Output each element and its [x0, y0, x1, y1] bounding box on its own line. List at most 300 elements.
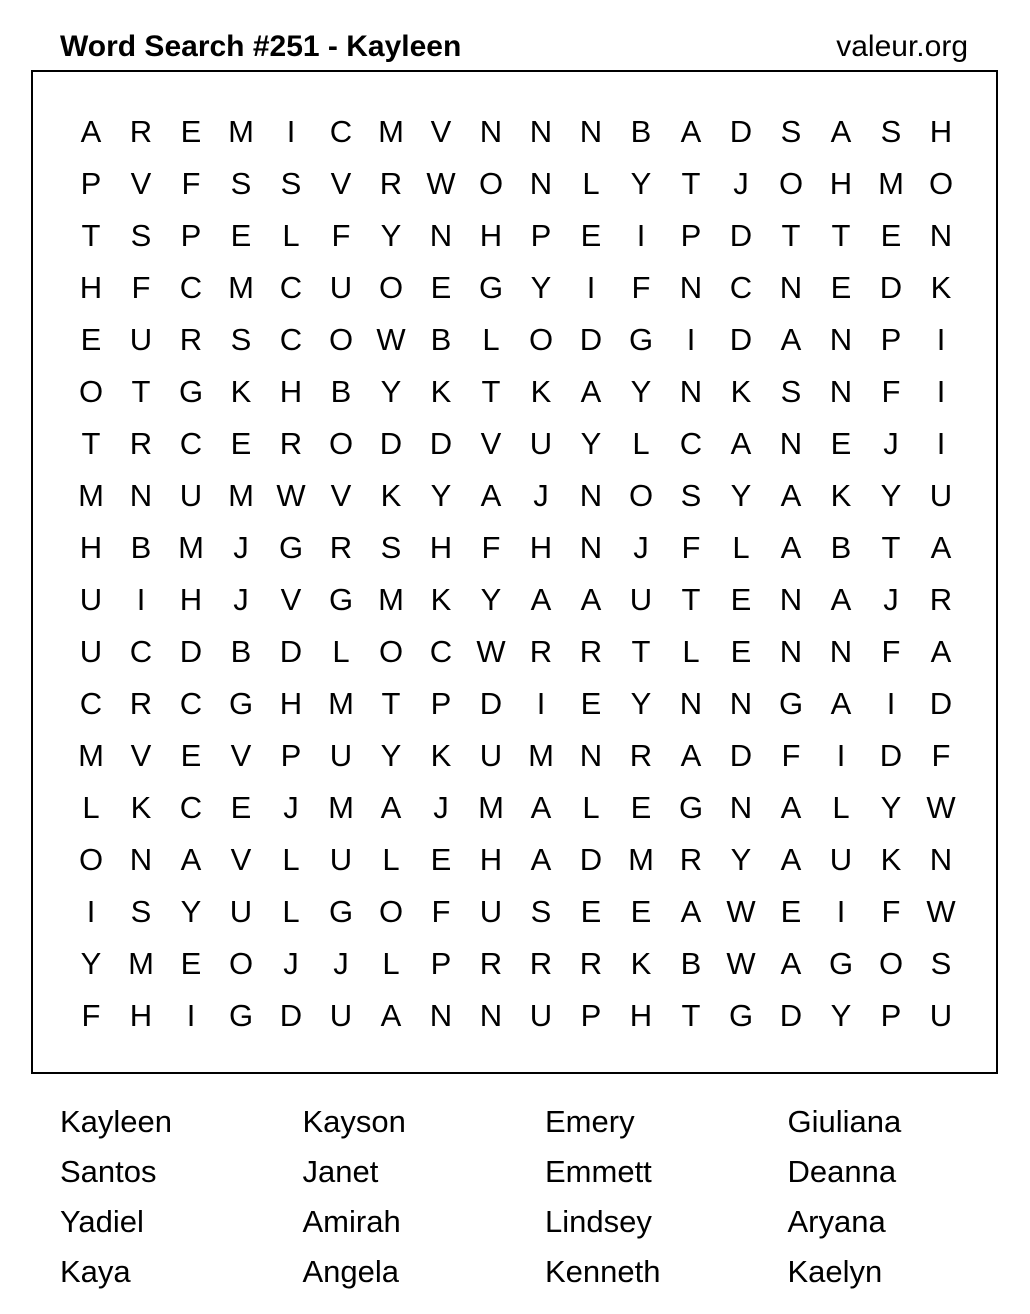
word-list-item: Kenneth — [545, 1254, 661, 1289]
grid-letter: L — [632, 426, 650, 461]
grid-letter: O — [878, 946, 904, 981]
grid-letter: N — [729, 686, 753, 721]
grid-letter: A — [680, 738, 702, 773]
grid-letter: M — [478, 790, 504, 825]
grid-letter: N — [779, 270, 803, 305]
grid-letter: D — [279, 998, 303, 1033]
grid-letter: R — [679, 842, 703, 877]
grid-letter: A — [80, 114, 102, 149]
grid-letter: K — [130, 790, 152, 825]
grid-letter: G — [328, 582, 354, 617]
grid-letter: O — [78, 842, 104, 877]
grid-letter: E — [230, 426, 252, 461]
grid-letter: L — [832, 790, 850, 825]
grid-letter: S — [930, 946, 952, 981]
grid-letter: I — [936, 322, 946, 357]
grid-letter: H — [279, 686, 303, 721]
grid-letter: V — [330, 478, 352, 513]
grid-letter: C — [129, 634, 153, 669]
grid-letter: M — [228, 478, 254, 513]
grid-letter: U — [329, 270, 353, 305]
grid-letter: L — [582, 166, 600, 201]
grid-letter: T — [681, 582, 701, 617]
grid-letter: W — [926, 790, 956, 825]
grid-letter: O — [78, 374, 104, 409]
grid-letter: U — [629, 582, 653, 617]
grid-letter: P — [880, 998, 902, 1033]
grid-letter: S — [280, 166, 302, 201]
grid-letter: E — [730, 634, 752, 669]
grid-letter: A — [780, 790, 802, 825]
grid-letter: J — [433, 790, 449, 825]
grid-letter: N — [429, 998, 453, 1033]
grid-letter: Y — [580, 426, 602, 461]
grid-letter: A — [580, 582, 602, 617]
word-list-item: Lindsey — [545, 1204, 652, 1239]
grid-letter: E — [430, 842, 452, 877]
grid-letter: E — [180, 738, 202, 773]
grid-letter: M — [78, 738, 104, 773]
grid-letter: V — [430, 114, 452, 149]
grid-letter: M — [528, 738, 554, 773]
grid-letter: K — [380, 478, 402, 513]
grid-letter: C — [679, 426, 703, 461]
grid-letter: K — [730, 374, 752, 409]
grid-letter: I — [936, 426, 946, 461]
word-list-item: Giuliana — [787, 1104, 902, 1139]
grid-letter: G — [178, 374, 204, 409]
grid-letter: S — [380, 530, 402, 565]
grid-letter: L — [682, 634, 700, 669]
grid-letter: C — [179, 686, 203, 721]
grid-letter: G — [678, 790, 704, 825]
grid-letter: A — [180, 842, 202, 877]
grid-letter: L — [382, 842, 400, 877]
grid-letter: N — [579, 478, 603, 513]
grid-letter: M — [628, 842, 654, 877]
grid-letter: O — [478, 166, 504, 201]
grid-letter: E — [630, 894, 652, 929]
grid-letter: O — [328, 322, 354, 357]
grid-letter: Y — [430, 478, 452, 513]
word-list-item: Deanna — [787, 1154, 897, 1189]
grid-letter: K — [430, 374, 452, 409]
grid-letter: P — [530, 218, 552, 253]
grid-letter: A — [730, 426, 752, 461]
grid-letter: H — [479, 842, 503, 877]
grid-letter: K — [430, 738, 452, 773]
grid-letter: L — [282, 842, 300, 877]
word-list-item: Santos — [60, 1154, 157, 1189]
grid-letter: H — [129, 998, 153, 1033]
grid-letter: E — [830, 426, 852, 461]
grid-letter: N — [679, 686, 703, 721]
grid-letter: B — [430, 322, 452, 357]
grid-letter: K — [880, 842, 902, 877]
grid-letter: V — [130, 738, 152, 773]
grid-letter: V — [280, 582, 302, 617]
grid-letter: Y — [180, 894, 202, 929]
grid-letter: E — [180, 114, 202, 149]
grid-letter: N — [729, 790, 753, 825]
grid-letter: A — [380, 998, 402, 1033]
grid-letter: R — [129, 114, 153, 149]
grid-letter: J — [533, 478, 549, 513]
grid-letter: W — [476, 634, 506, 669]
grid-letter: H — [429, 530, 453, 565]
word-list-item: Kayleen — [60, 1104, 173, 1139]
grid-letter: M — [78, 478, 104, 513]
grid-letter: G — [828, 946, 854, 981]
puzzle-grid-frame — [31, 70, 998, 1074]
word-list-item: Kaelyn — [787, 1254, 883, 1289]
grid-letter: I — [836, 738, 846, 773]
grid-letter: I — [86, 894, 96, 929]
grid-letter: R — [129, 426, 153, 461]
grid-letter: T — [681, 998, 701, 1033]
grid-letter: H — [929, 114, 953, 149]
grid-letter: E — [180, 946, 202, 981]
word-list-item: Yadiel — [60, 1204, 144, 1239]
grid-letter: M — [328, 790, 354, 825]
grid-letter: Y — [530, 270, 552, 305]
grid-letter: U — [79, 582, 103, 617]
grid-letter: K — [530, 374, 552, 409]
grid-letter: N — [679, 374, 703, 409]
grid-letter: N — [479, 998, 503, 1033]
grid-letter: D — [729, 738, 753, 773]
grid-letter: D — [379, 426, 403, 461]
grid-letter: D — [879, 270, 903, 305]
grid-letter: K — [230, 374, 252, 409]
grid-letter: L — [382, 946, 400, 981]
grid-letter: T — [81, 426, 101, 461]
grid-letter: K — [630, 946, 652, 981]
grid-letter: A — [930, 530, 952, 565]
grid-letter: T — [81, 218, 101, 253]
grid-letter: R — [329, 530, 353, 565]
grid-letter: T — [781, 218, 801, 253]
grid-letter: E — [80, 322, 102, 357]
grid-letter: G — [278, 530, 304, 565]
grid-letter: E — [580, 218, 602, 253]
grid-letter: A — [530, 582, 552, 617]
grid-letter: P — [580, 998, 602, 1033]
grid-letter: N — [129, 478, 153, 513]
grid-letter: M — [178, 530, 204, 565]
grid-letter: C — [79, 686, 103, 721]
grid-letter: O — [378, 634, 404, 669]
grid-letter: O — [628, 478, 654, 513]
grid-letter: N — [829, 322, 853, 357]
grid-letter: S — [230, 322, 252, 357]
grid-letter: U — [929, 998, 953, 1033]
grid-letter: N — [829, 374, 853, 409]
grid-letter: U — [529, 426, 553, 461]
grid-letter: O — [528, 322, 554, 357]
grid-letter: E — [630, 790, 652, 825]
grid-letter: R — [479, 946, 503, 981]
grid-letter: N — [779, 582, 803, 617]
grid-letter: L — [732, 530, 750, 565]
grid-letter: Y — [880, 478, 902, 513]
grid-letter: G — [778, 686, 804, 721]
grid-letter: A — [780, 842, 802, 877]
grid-letter: R — [379, 166, 403, 201]
grid-letter: J — [283, 946, 299, 981]
grid-letter: P — [680, 218, 702, 253]
grid-letter: G — [228, 998, 254, 1033]
grid-letter: I — [836, 894, 846, 929]
grid-letter: Y — [380, 218, 402, 253]
grid-letter: Y — [480, 582, 502, 617]
grid-letter: U — [529, 998, 553, 1033]
grid-letter: I — [286, 114, 296, 149]
grid-letter: Y — [80, 946, 102, 981]
grid-letter: N — [429, 218, 453, 253]
grid-letter: E — [230, 218, 252, 253]
grid-letter: D — [729, 114, 753, 149]
grid-letter: J — [233, 530, 249, 565]
grid-letter: D — [279, 634, 303, 669]
grid-letter: A — [780, 946, 802, 981]
grid-letter: S — [130, 218, 152, 253]
grid-letter: T — [381, 686, 401, 721]
grid-letter: L — [282, 894, 300, 929]
grid-letter: E — [580, 894, 602, 929]
grid-letter: E — [880, 218, 902, 253]
page-title: Word Search #251 - Kayleen — [60, 30, 462, 63]
grid-letter: H — [479, 218, 503, 253]
grid-letter: B — [230, 634, 252, 669]
grid-letter: U — [329, 998, 353, 1033]
grid-letter: R — [529, 946, 553, 981]
grid-letter: M — [128, 946, 154, 981]
grid-letter: F — [631, 270, 651, 305]
grid-letter: F — [931, 738, 951, 773]
grid-letter: A — [680, 114, 702, 149]
grid-letter: A — [480, 478, 502, 513]
grid-letter: H — [179, 582, 203, 617]
grid-letter: N — [929, 218, 953, 253]
grid-letter: N — [579, 738, 603, 773]
grid-letter: P — [430, 686, 452, 721]
grid-letter: U — [329, 842, 353, 877]
grid-letter: T — [681, 166, 701, 201]
grid-letter: C — [179, 790, 203, 825]
grid-letter: E — [730, 582, 752, 617]
grid-letter: S — [780, 374, 802, 409]
word-list-item: Emmett — [545, 1154, 652, 1189]
grid-letter: O — [228, 946, 254, 981]
grid-letter: T — [481, 374, 501, 409]
grid-letter: L — [482, 322, 500, 357]
grid-letter: C — [279, 322, 303, 357]
grid-letter: A — [830, 114, 852, 149]
grid-letter: I — [536, 686, 546, 721]
grid-letter: W — [926, 894, 956, 929]
grid-letter: Y — [630, 374, 652, 409]
grid-letter: B — [680, 946, 702, 981]
grid-letter: F — [431, 894, 451, 929]
grid-letter: T — [631, 634, 651, 669]
grid-letter: V — [230, 738, 252, 773]
grid-letter: A — [580, 374, 602, 409]
grid-letter: D — [729, 218, 753, 253]
grid-letter: H — [79, 530, 103, 565]
grid-letter: F — [681, 530, 701, 565]
grid-letter: U — [929, 478, 953, 513]
grid-letter: Y — [630, 166, 652, 201]
grid-letter: I — [686, 322, 696, 357]
grid-letter: U — [179, 478, 203, 513]
grid-letter: A — [780, 530, 802, 565]
grid-letter: H — [79, 270, 103, 305]
grid-letter: D — [929, 686, 953, 721]
word-list-item: Janet — [302, 1154, 379, 1189]
grid-letter: A — [780, 322, 802, 357]
grid-letter: P — [280, 738, 302, 773]
grid-letter: W — [426, 166, 456, 201]
grid-letter: M — [328, 686, 354, 721]
grid-letter: W — [726, 894, 756, 929]
grid-letter: L — [332, 634, 350, 669]
grid-letter: E — [230, 790, 252, 825]
grid-letter: A — [930, 634, 952, 669]
site-name: valeur.org — [836, 30, 968, 63]
grid-letter: D — [429, 426, 453, 461]
grid-letter: E — [430, 270, 452, 305]
grid-letter: M — [378, 582, 404, 617]
grid-letter: W — [376, 322, 406, 357]
grid-letter: F — [331, 218, 351, 253]
grid-letter: T — [881, 530, 901, 565]
grid-letter: C — [729, 270, 753, 305]
grid-letter: S — [130, 894, 152, 929]
grid-letter: H — [529, 530, 553, 565]
grid-letter: R — [629, 738, 653, 773]
grid-letter: I — [136, 582, 146, 617]
grid-letter: F — [881, 634, 901, 669]
grid-letter: F — [181, 166, 201, 201]
grid-letter: S — [530, 894, 552, 929]
grid-letter: R — [579, 946, 603, 981]
grid-letter: F — [81, 998, 101, 1033]
word-list-item: Angela — [302, 1254, 400, 1289]
grid-letter: D — [879, 738, 903, 773]
grid-letter: E — [580, 686, 602, 721]
grid-letter: N — [579, 114, 603, 149]
grid-letter: V — [480, 426, 502, 461]
grid-letter: A — [680, 894, 702, 929]
grid-letter: U — [79, 634, 103, 669]
grid-letter: J — [283, 790, 299, 825]
grid-letter: W — [726, 946, 756, 981]
grid-letter: Y — [380, 374, 402, 409]
grid-letter: J — [883, 582, 899, 617]
grid-letter: K — [830, 478, 852, 513]
grid-letter: Y — [380, 738, 402, 773]
grid-letter: U — [129, 322, 153, 357]
grid-letter: Y — [830, 998, 852, 1033]
grid-letter: R — [929, 582, 953, 617]
grid-letter: U — [829, 842, 853, 877]
grid-letter: N — [779, 426, 803, 461]
grid-letter: N — [529, 166, 553, 201]
grid-letter: N — [479, 114, 503, 149]
grid-letter: C — [429, 634, 453, 669]
grid-letter: R — [529, 634, 553, 669]
grid-letter: R — [279, 426, 303, 461]
grid-letter: L — [282, 218, 300, 253]
grid-letter: S — [780, 114, 802, 149]
grid-letter: D — [479, 686, 503, 721]
grid-letter: M — [878, 166, 904, 201]
grid-letter: G — [728, 998, 754, 1033]
grid-letter: S — [680, 478, 702, 513]
grid-letter: C — [279, 270, 303, 305]
grid-letter: D — [779, 998, 803, 1033]
grid-letter: V — [230, 842, 252, 877]
grid-letter: C — [179, 270, 203, 305]
grid-letter: A — [530, 842, 552, 877]
grid-letter: U — [479, 738, 503, 773]
grid-letter: E — [780, 894, 802, 929]
grid-letter: N — [829, 634, 853, 669]
grid-letter: B — [130, 530, 152, 565]
grid-letter: I — [186, 998, 196, 1033]
grid-letter: D — [179, 634, 203, 669]
grid-letter: O — [378, 894, 404, 929]
grid-letter: R — [579, 634, 603, 669]
grid-letter: A — [780, 478, 802, 513]
grid-letter: E — [830, 270, 852, 305]
grid-letter: A — [830, 686, 852, 721]
grid-letter: Y — [730, 478, 752, 513]
grid-letter: G — [478, 270, 504, 305]
grid-letter: B — [330, 374, 352, 409]
grid-letter: O — [778, 166, 804, 201]
grid-letter: D — [579, 842, 603, 877]
grid-letter: N — [929, 842, 953, 877]
grid-letter: L — [82, 790, 100, 825]
grid-letter: G — [628, 322, 654, 357]
grid-letter: D — [729, 322, 753, 357]
grid-letter: N — [579, 530, 603, 565]
grid-letter: O — [928, 166, 954, 201]
grid-letter: I — [586, 270, 596, 305]
grid-letter: G — [228, 686, 254, 721]
grid-letter: F — [131, 270, 151, 305]
grid-letter: F — [881, 894, 901, 929]
grid-letter: A — [830, 582, 852, 617]
grid-letter: N — [779, 634, 803, 669]
grid-letter: V — [330, 166, 352, 201]
grid-letter: S — [880, 114, 902, 149]
grid-letter: C — [179, 426, 203, 461]
grid-letter: N — [679, 270, 703, 305]
grid-letter: O — [328, 426, 354, 461]
word-list-item: Kayson — [302, 1104, 406, 1139]
grid-letter: O — [378, 270, 404, 305]
word-list — [60, 1097, 1030, 1297]
grid-letter: Y — [730, 842, 752, 877]
grid-letter: K — [930, 270, 952, 305]
grid-letter: J — [633, 530, 649, 565]
grid-letter: Y — [630, 686, 652, 721]
grid-letter: S — [230, 166, 252, 201]
grid-letter: F — [881, 374, 901, 409]
